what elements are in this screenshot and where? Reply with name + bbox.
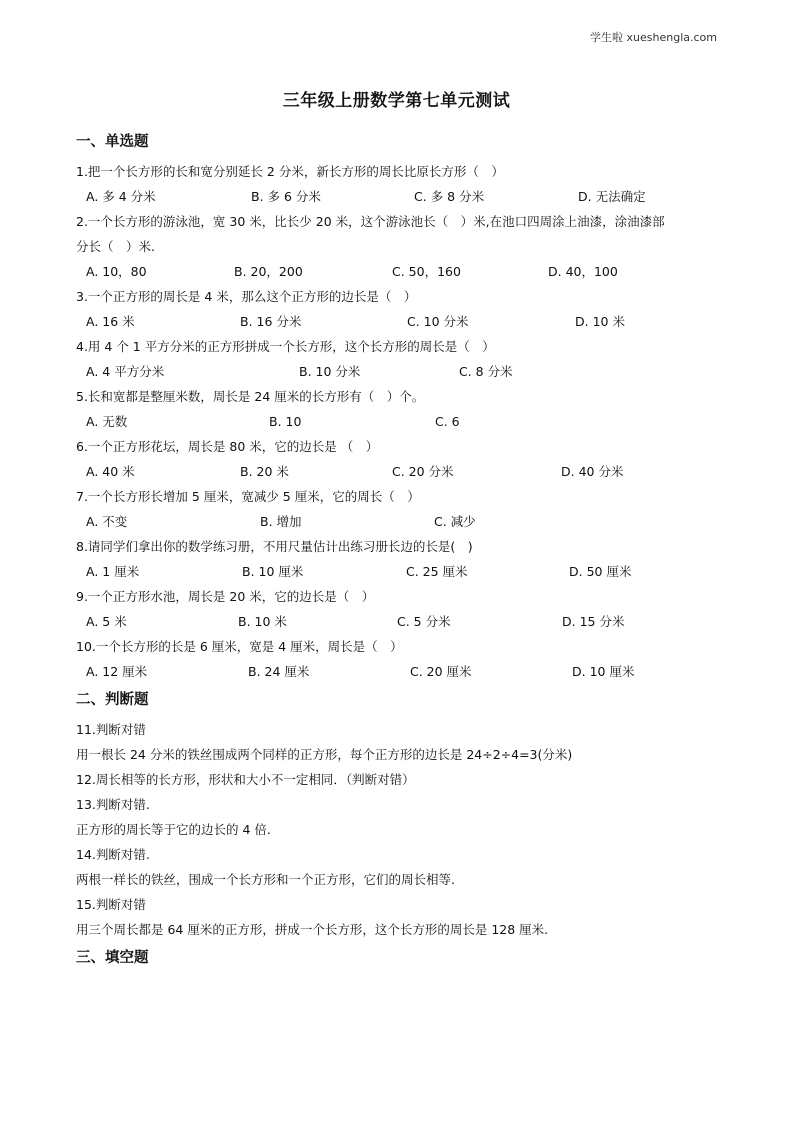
- question-text-continued: 分长（ ）米.: [76, 239, 155, 254]
- option-c[interactable]: C. 20 分米: [392, 464, 454, 479]
- option-c[interactable]: C. 多 8 分米: [414, 189, 485, 204]
- question-text: 4.用 4 个 1 平方分米的正方形拼成一个长方形，这个长方形的周长是（ ）: [76, 339, 495, 354]
- answer-options: [76, 184, 721, 209]
- question-text: 8.请同学们拿出你的数学练习册，不用尺量估计出练习册长边的长是( ): [76, 539, 473, 554]
- option-c[interactable]: C. 6: [435, 414, 460, 429]
- option-b[interactable]: B. 20 米: [240, 464, 289, 479]
- answer-options: [76, 409, 721, 434]
- option-b[interactable]: B. 多 6 分米: [251, 189, 321, 204]
- judgment-label: 12.周长相等的长方形，形状和大小不一定相同．（判断对错）: [76, 772, 415, 787]
- option-b[interactable]: B. 10: [269, 414, 302, 429]
- question-text: 5.长和宽都是整厘米数，周长是 24 厘米的长方形有（ ）个。: [76, 389, 425, 404]
- option-a[interactable]: A. 16 米: [86, 314, 135, 329]
- answer-options: [76, 309, 721, 334]
- judgment-label: 15.判断对错: [76, 897, 146, 912]
- judgment-label: 11.判断对错: [76, 722, 146, 737]
- page-title: 三年级上册数学第七单元测试: [282, 91, 511, 111]
- answer-options: [76, 509, 721, 534]
- judgment-statement: 用一根长 24 分米的铁丝围成两个同样的正方形，每个正方形的边长是 24÷2÷4=3(分米): [76, 747, 573, 762]
- question-text: 1.把一个长方形的长和宽分别延长 2 分米，新长方形的周长比原长方形（ ）: [76, 164, 504, 179]
- option-c[interactable]: C. 20 厘米: [410, 664, 472, 679]
- option-a[interactable]: A. 多 4 分米: [86, 189, 156, 204]
- option-a[interactable]: A. 不变: [86, 514, 128, 529]
- option-c[interactable]: C. 5 分米: [397, 614, 451, 629]
- option-a[interactable]: A. 无数: [86, 414, 128, 429]
- option-a[interactable]: A. 5 米: [86, 614, 127, 629]
- option-d[interactable]: D. 10 米: [575, 314, 625, 329]
- answer-options: [76, 659, 721, 684]
- option-d[interactable]: D. 10 厘米: [572, 664, 635, 679]
- option-d[interactable]: D. 50 厘米: [569, 564, 632, 579]
- question-text: 9.一个正方形水池，周长是 20 米，它的边长是（ ）: [76, 589, 375, 604]
- judgment-label: 14.判断对错.: [76, 847, 150, 862]
- option-c[interactable]: C. 减少: [434, 514, 476, 529]
- answer-options: [76, 609, 721, 634]
- option-b[interactable]: B. 10 厘米: [242, 564, 304, 579]
- judgment-label: 13.判断对错.: [76, 797, 150, 812]
- worksheet-content: [76, 126, 721, 975]
- option-c[interactable]: C. 25 厘米: [406, 564, 468, 579]
- option-b[interactable]: B. 24 厘米: [248, 664, 310, 679]
- option-a[interactable]: A. 4 平方分米: [86, 364, 165, 379]
- option-b[interactable]: B. 10 分米: [299, 364, 361, 379]
- option-d[interactable]: D. 无法确定: [578, 189, 646, 204]
- option-b[interactable]: B. 增加: [260, 514, 302, 529]
- option-d[interactable]: D. 15 分米: [562, 614, 625, 629]
- option-a[interactable]: A. 1 厘米: [86, 564, 140, 579]
- option-a[interactable]: A. 12 厘米: [86, 664, 148, 679]
- section-heading-single-choice: 一、单选题: [76, 134, 149, 150]
- option-b[interactable]: B. 16 分米: [240, 314, 302, 329]
- option-b[interactable]: B. 20，200: [234, 264, 303, 279]
- answer-options: [76, 259, 721, 284]
- section-heading-true-false: 二、判断题: [76, 692, 149, 708]
- question-text: 10.一个长方形的长是 6 厘米，宽是 4 厘米，周长是（ ）: [76, 639, 403, 654]
- question-text: 2.一个长方形的游泳池，宽 30 米，比长少 20 米，这个游泳池长（ ）米,在池口四周涂上油漆，涂油漆部: [76, 214, 665, 229]
- question-text: 6.一个正方形花坛，周长是 80 米，它的边长是 （ ）: [76, 439, 379, 454]
- option-c[interactable]: C. 8 分米: [459, 364, 513, 379]
- judgment-statement: 用三个周长都是 64 厘米的正方形，拼成一个长方形，这个长方形的周长是 128 厘米.: [76, 922, 549, 937]
- judgment-statement: 正方形的周长等于它的边长的 4 倍.: [76, 822, 271, 837]
- section-heading-fill-in: 三、填空题: [76, 950, 149, 966]
- answer-options: [76, 559, 721, 584]
- option-c[interactable]: C. 50，160: [392, 264, 461, 279]
- answer-options: [76, 359, 721, 384]
- answer-options: [76, 459, 721, 484]
- option-b[interactable]: B. 10 米: [238, 614, 287, 629]
- option-a[interactable]: A. 40 米: [86, 464, 135, 479]
- question-text: 7.一个长方形长增加 5 厘米，宽减少 5 厘米，它的周长（ ）: [76, 489, 420, 504]
- option-d[interactable]: D. 40 分米: [561, 464, 624, 479]
- site-watermark: 学生啦 xueshengla.com: [590, 31, 717, 44]
- question-text: 3.一个正方形的周长是 4 米，那么这个正方形的边长是（ ）: [76, 289, 417, 304]
- option-d[interactable]: D. 40，100: [548, 264, 618, 279]
- option-c[interactable]: C. 10 分米: [407, 314, 469, 329]
- option-a[interactable]: A. 10，80: [86, 264, 147, 279]
- judgment-statement: 两根一样长的铁丝，围成一个长方形和一个正方形，它们的周长相等.: [76, 872, 455, 887]
